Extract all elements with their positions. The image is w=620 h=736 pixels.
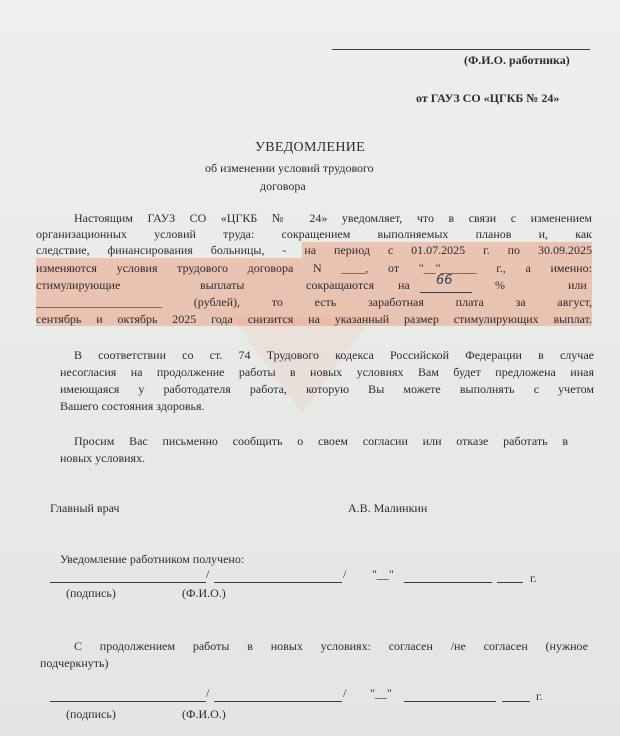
consent-sign-line	[50, 701, 206, 702]
receipt-year: г.	[530, 571, 537, 585]
receipt-year-line	[497, 582, 523, 583]
employee-caption: (Ф.И.О. работника)	[464, 53, 570, 67]
para1-line5-or: или	[568, 278, 587, 292]
para1-line5-word2: выплаты	[200, 278, 245, 292]
consent-line1: С продолжением работы в новых условиях: согласен /не согласен (нужное	[74, 639, 588, 653]
para2-line4: Вашего состояния здоровья.	[60, 399, 205, 413]
receipt-caption-name: (Ф.И.О.)	[182, 586, 226, 600]
consent-name-line	[214, 701, 342, 702]
para1-line5-word1: стимулирующие	[36, 278, 121, 292]
receipt-label: Уведомление работником получено:	[60, 552, 245, 566]
document-title: УВЕДОМЛЕНИЕ	[255, 140, 366, 155]
from-line: от ГАУЗ СО «ЦГКБ № 24»	[416, 91, 560, 105]
receipt-slash: /	[206, 567, 210, 581]
para2-line3: имеющаяся у работодателя работа, которую Вы можете выполнять с учетом	[60, 382, 594, 396]
receipt-month-line	[404, 582, 492, 583]
consent-date-quote: "__"	[370, 686, 392, 700]
handwritten-percent: 66	[436, 273, 453, 288]
receipt-caption-sign: (подпись)	[66, 586, 116, 600]
para1-line5-word3: сокращаются	[306, 278, 375, 292]
para3-line2: новых условиях.	[60, 451, 146, 465]
signature-name: А.В. Малинкин	[348, 501, 428, 515]
consent-year: г.	[536, 689, 543, 703]
para1-line2: организационных условий труда: сокращением выполняемых планов и, как	[36, 227, 592, 241]
consent-line2: подчеркнуть)	[40, 656, 109, 670]
para1-line4: изменяются условия трудового договора N ____, от "__"______ г., а именно:	[36, 261, 592, 275]
para1-line6: _____________________ (рублей), то есть заработная плата за август,	[36, 295, 592, 309]
receipt-slash-2: /	[343, 567, 347, 581]
consent-slash: /	[206, 686, 210, 700]
para2-line1: В соответствии со ст. 74 Трудового кодекса Российской Федерации в случае	[74, 348, 594, 362]
receipt-name-line	[214, 582, 342, 583]
consent-slash-2: /	[343, 686, 347, 700]
para3-line1: Просим Вас письменно сообщить о своем согласии или отказе работать в	[74, 434, 568, 448]
receipt-sign-line	[50, 582, 206, 583]
consent-caption-name: (Ф.И.О.)	[182, 707, 226, 721]
para1-line5-percent: %	[495, 278, 505, 292]
employee-name-line	[332, 49, 590, 50]
para1-line3: следствие, финансирования больницы, - на период с 01.07.2025 г. по 30.09.2025	[36, 243, 592, 257]
consent-year-line	[502, 701, 530, 702]
consent-month-line	[404, 701, 496, 702]
para1-line7: сентябрь и октябрь 2025 года снизится на указанный размер стимулирующих выплат.	[36, 312, 592, 326]
document-subtitle-2: договора	[260, 179, 306, 193]
para1-line5-word4: на	[398, 278, 410, 292]
signature-position: Главный врач	[50, 501, 120, 515]
para1-line1: Настоящим ГАУЗ СО «ЦГКБ № 24» уведомляет, что в связи с изменением	[74, 211, 592, 225]
para2-line2: несогласия на продолжение работы в новых условиях Вам будет предложена иная	[60, 365, 594, 379]
percent-blank-line	[420, 292, 472, 293]
consent-caption-sign: (подпись)	[66, 707, 116, 721]
receipt-date-quote: "__"	[372, 567, 394, 581]
document-subtitle-1: об изменении условий трудового	[205, 161, 374, 175]
